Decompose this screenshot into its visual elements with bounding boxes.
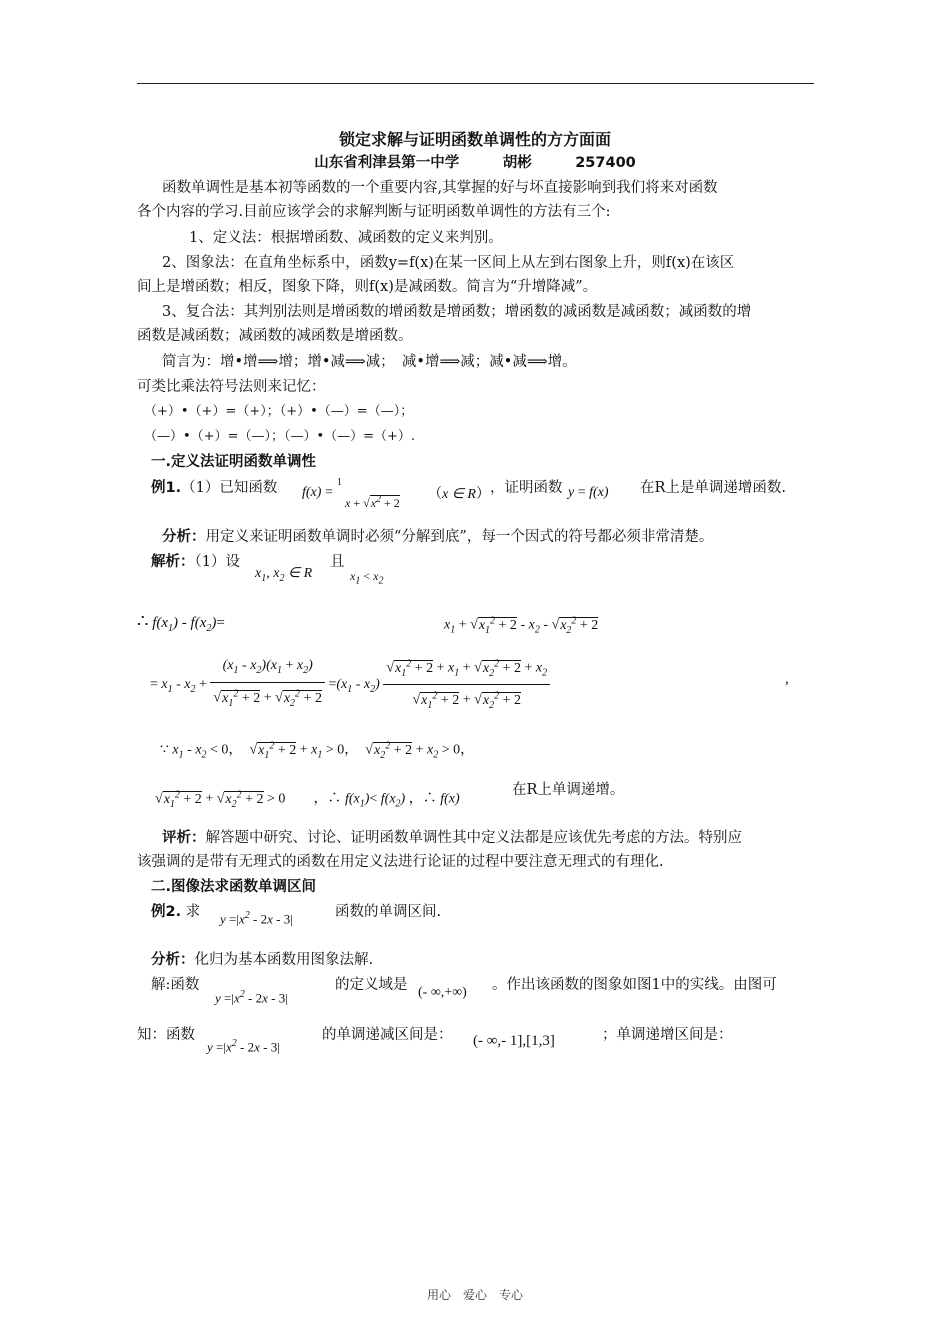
sol2-text-f: ；单调递增区间是： <box>602 1027 733 1043</box>
analysis-2 <box>151 950 831 970</box>
solution-1 <box>151 552 831 572</box>
ex1-domain: （x ∈ R） <box>428 487 490 502</box>
ex2-function: $y =|x^2 - 2x - 3|$ <box>220 910 293 927</box>
sol2-text-a: 解:函数 <box>151 977 200 993</box>
comment-text-1: 解答题中研究、讨论、证明函数单调性其中定义法都是应该优先考虑的方法。特别应 <box>205 830 742 846</box>
solution-1-ineq: $x_1 < x_2$ <box>350 569 384 587</box>
solution-1-text-b: 且 <box>330 554 345 570</box>
analysis-1-text: 用定义来证明函数单调时必须“分解到底”，每一个因式的符号都必须非常清楚。 <box>205 529 714 545</box>
sign-rule-2: （—）•（+）=（—）；（—）•（—）=（+）. <box>144 429 416 444</box>
example-2-text-a: 求 <box>185 904 201 920</box>
analogy-line: 可类比乘法符号法则来记忆： <box>137 379 326 395</box>
derivation-line-4: $√x_1^2 + 2 + √x_2^2 + 2 > 0$ ，∴ $f(x_1)< f(x_2)$ ，∴ f(x) <box>155 789 460 810</box>
method-2-line-2: 间上是增函数；相反，图象下降，则f(x)是减函数。简言为“升增降减”。 <box>137 279 598 295</box>
method-3-line-2: 函数是减函数；减函数的减函数是增函数。 <box>137 328 413 344</box>
solution-1-vars: $x_1$, $x_2$ ∈ R <box>255 566 313 584</box>
example-1-label: 例1. <box>151 480 182 496</box>
solution-1-label: 解析： <box>151 554 195 570</box>
section-1-heading: 一.定义法证明函数单调性 <box>151 454 317 470</box>
example-2-text-b: 函数的单调区间. <box>335 904 442 920</box>
ex1-function-rhs: $x + √x^2 + 2$ <box>345 494 400 510</box>
page-footer: 用心 爱心 专心 <box>426 1288 523 1302</box>
derivation-line-3: ∵ $x_1 - x_2 < 0$， $√x_1^2 + 2 + x_1 > 0$， $√x_2^2 + 2 + x_2 > 0$， <box>160 740 475 761</box>
comment-2: 该强调的是带有无理式的函数在用定义法进行论证的过程中要注意无理式的有理化. <box>137 854 664 870</box>
analysis-1 <box>162 527 842 547</box>
ex1-function-frac: 1 <box>337 477 342 488</box>
section-2-heading: 二.图像法求函数单调区间 <box>151 879 317 895</box>
analysis-1-label: 分析： <box>162 529 206 545</box>
ex1-function-def: f(x) = <box>302 485 333 500</box>
example-1-text-a: （1）已知函数 <box>181 480 278 496</box>
derivation-comma: , <box>785 671 789 687</box>
header-rule <box>137 83 814 84</box>
method-1: 1、定义法：根据增函数、减函数的定义来判别。 <box>189 230 503 246</box>
comment-label: 评析： <box>162 830 206 846</box>
analysis-2-label: 分析： <box>151 952 195 968</box>
sol2-function-1: $y =|x^2 - 2x - 3|$ <box>215 989 288 1006</box>
analysis-2-text: 化归为基本函数用图象法解. <box>194 952 374 968</box>
example-1-text-c: 在R上是单调递增函数. <box>640 480 787 496</box>
page-title: 锁定求解与证明函数单调性的方方面面 <box>338 130 611 149</box>
conclusion-tail: 在R上单调递增。 <box>512 782 625 798</box>
sol2-text-e: 的单调递减区间是： <box>322 1027 453 1043</box>
derivation-line-1: ∴ $f(x_1) - f(x_2)=$ <box>137 611 225 634</box>
example-2-label: 例2. <box>151 904 182 920</box>
sol2-text-d: 知：函数 <box>137 1027 195 1043</box>
derivation-line-1-rhs: $x_1 + √x_1^2 + 2 - x_2 - √x_2^2 + 2$ <box>444 615 599 636</box>
comment-1 <box>162 828 842 848</box>
sign-rule-1: （+）•（+）=（+）；（+）•（—）=（—）； <box>144 404 414 419</box>
sol2-text-c: 。作出该函数的图象如图1中的实线。由图可 <box>492 977 777 993</box>
solution-1-text-a: （1）设 <box>194 554 240 570</box>
sol2-domain: (- ∞,+∞) <box>418 985 467 1000</box>
method-3-line-1: 3、复合法：其判别法则是增函数的增函数是增函数；增函数的减函数是减函数；减函数的增 <box>162 304 752 320</box>
example-1-text-b: ，证明函数 <box>490 480 563 496</box>
summary-rule: 简言为：增•增⟹增；增•减⟹减； 减•增⟹减；减•减⟹增。 <box>162 354 577 370</box>
derivation-line-2: = $x_1 - x_2$ + $\frac{(x_1 - x_2)(x_1 + x_2)}{√x_1^2 + 2 + √x_2^2 + 2}$ $=(x_1 - x_2)$ $\frac{√x_1^2 + 2 + x_1 + √x_2^2 + 2 + x_2}{√x_1^2 + 2 + √x_2^2 + 2}$ <box>150 655 550 715</box>
method-2-line-1: 2、图象法：在直角坐标系中，函数y=f(x)在某一区间上从左到右图象上升，则f(x)在该区 <box>162 255 735 271</box>
author-line: 山东省利津县第一中学 胡彬 257400 <box>314 155 636 171</box>
sol2-function-2: $y =|x^2 - 2x - 3|$ <box>207 1038 280 1055</box>
sol2-decreasing-intervals: (- ∞,- 1],[1,3] <box>473 1033 555 1049</box>
intro-line-2: 各个内容的学习.目前应该学会的求解判断与证明函数单调性的方法有三个: <box>137 204 611 220</box>
sol2-text-b: 的定义域是 <box>335 977 408 993</box>
intro-line-1: 函数单调性是基本初等函数的一个重要内容,其掌握的好与坏直接影响到我们将来对函数 <box>162 180 718 196</box>
ex1-y-eq-fx: y = f(x) <box>568 485 609 500</box>
